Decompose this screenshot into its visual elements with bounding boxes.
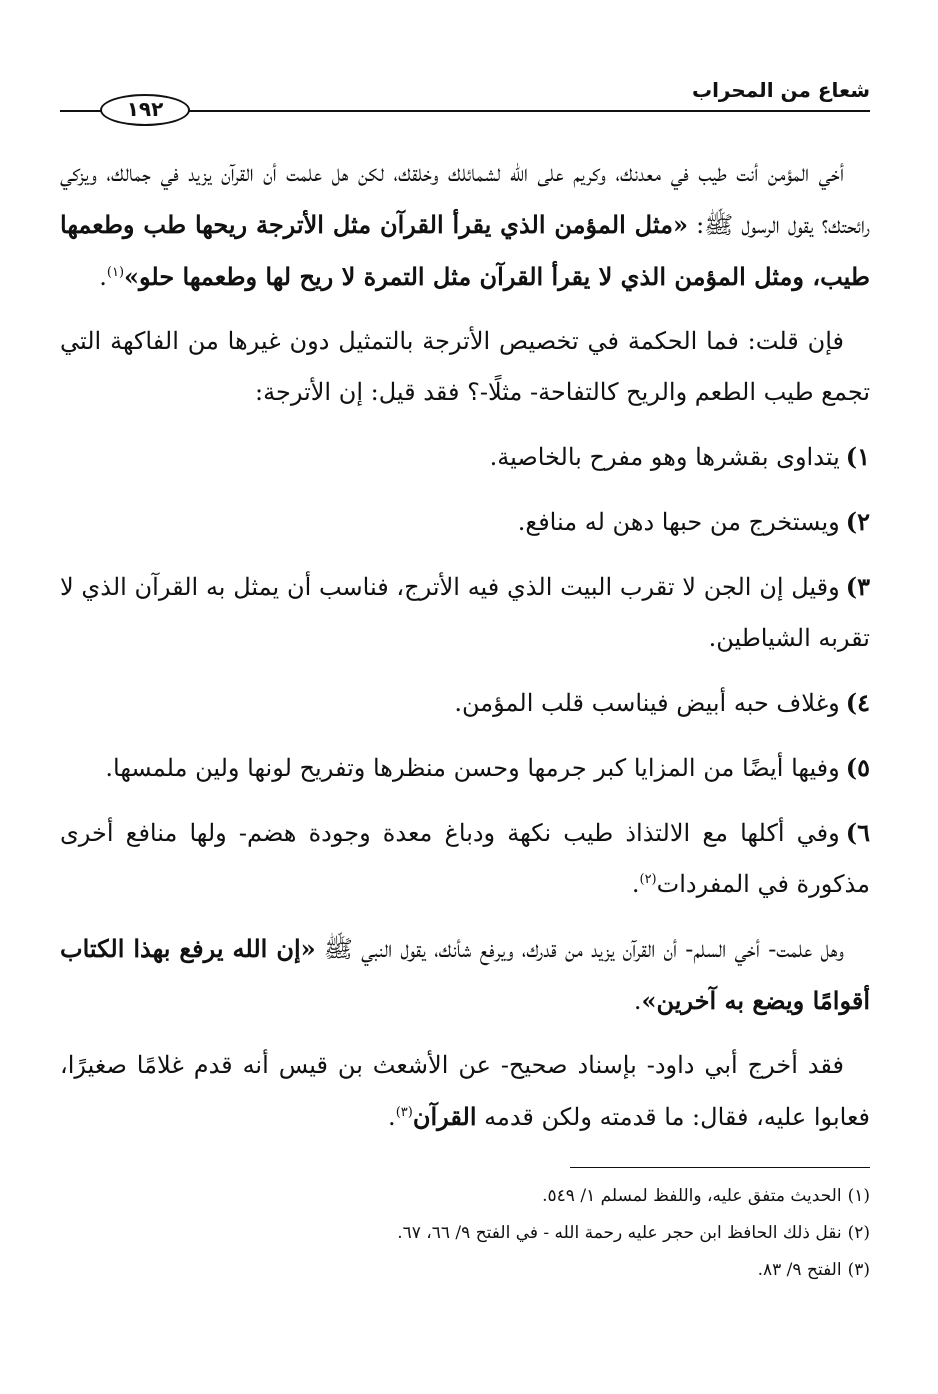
page-body (60, 148, 870, 1143)
list-end: . (631, 870, 640, 898)
footnote-3 (60, 1252, 870, 1289)
footnote-number: (٢) (847, 1223, 870, 1243)
running-title: شعاع من المحراب (691, 78, 870, 102)
list-item (60, 677, 870, 729)
list-item (60, 431, 870, 483)
paragraph-1 (60, 148, 870, 303)
footnote-text: الفتح ٩/ ٨٣. (757, 1260, 842, 1280)
list-text: وفي أكلها مع الالتذاذ طيب نكهة ودباغ معدة وجودة هضم- ولها منافع أخرى مذكورة في المفردات (60, 819, 870, 898)
list-text: وغلاف حبه أبيض فيناسب قلب المؤمن. (454, 689, 840, 717)
hadith-quote: «إن الله يرفع بهذا الكتاب أقوامًا ويضع به آخرين» (60, 934, 870, 1015)
footnote-text: نقل ذلك الحافظ ابن حجر عليه رحمة الله - في الفتح ٩/ ٦٦، ٦٧. (397, 1223, 842, 1243)
footnote-1 (60, 1178, 870, 1215)
list-number: ٦) (845, 818, 870, 847)
list-item (60, 807, 870, 910)
list-item (60, 742, 870, 794)
footnote-2 (60, 1215, 870, 1252)
footnote-ref-3: (٣) (395, 1105, 413, 1120)
footnote-separator (570, 1167, 870, 1168)
paragraph-3 (60, 923, 870, 1027)
footnotes (60, 1178, 870, 1289)
paragraph-end: . (633, 987, 642, 1015)
list-number: ٢) (845, 507, 870, 536)
paragraph-end: . (99, 263, 107, 291)
list-number: ١) (845, 442, 870, 471)
footnote-number: (١) (847, 1186, 870, 1206)
list-text: ويستخرج من حبها دهن له منافع. (517, 508, 840, 536)
list-text: وفيها أيضًا من المزايا كبر جرمها وحسن منظرها وتفريح لونها ولين ملمسها. (105, 754, 840, 782)
paragraph-4 (60, 1040, 870, 1143)
paragraph-text: وهل علمت- أخي السلم- أن القرآن يزيد من قدرك، ويرفع شأنك، يقول النبي ﷺ (315, 935, 844, 963)
footnote-ref-1: (١) (106, 265, 125, 280)
list-text: يتداوى بقشرها وهو مفرح بالخاصية. (489, 443, 840, 471)
paragraph-end: . (388, 1103, 396, 1131)
page-number: ١٩٢ (100, 94, 190, 126)
footnote-ref-2: (٢) (639, 872, 657, 887)
list-item (60, 561, 870, 664)
list-number: ٣) (845, 572, 870, 601)
paragraph-text: فقد أخرج أبي داود- بإسناد صحيح- عن الأشعث بن قيس أنه قدم غلامًا صغيرًا، فعابوا عليه، فقال: ما قدمته ولكن قدمه (60, 1051, 870, 1131)
hadith-quote: «مثل المؤمن الذي يقرأ القرآن مثل الأترجة ريحها طب وطعمها طيب، ومثل المؤمن الذي لا يقرأ القرآن مثل التمرة لا ريح لها وطعمها حلو» (60, 210, 870, 291)
paragraph-2: فإن قلت: فما الحكمة في تخصيص الأترجة بالتمثيل دون غيرها من الفاكهة التي تجمع طيب الطعم والريح كالتفاحة- مثلًا-؟ فقد قيل: إن الأترجة: (60, 327, 870, 406)
list-item (60, 496, 870, 548)
list-number: ٤) (845, 688, 870, 717)
footnote-text: الحديث متفق عليه، واللفظ لمسلم ١/ ٥٤٩. (542, 1186, 842, 1206)
book-page (60, 60, 870, 1289)
list-number: ٥) (845, 753, 870, 782)
list-text: وقيل إن الجن لا تقرب البيت الذي فيه الأترج، فناسب أن يمثل به القرآن الذي لا تقربه الشياطين. (60, 573, 870, 652)
paragraph-text: أخي المؤمن أنت طيب في معدنك، وكريم على الله لشمائلك وخلقك، لكن هل علمت أن القرآن يزيد في جمالك، ويزكي رائحتك؟ يقول الرسول ﷺ: (60, 159, 870, 239)
page-header (60, 60, 870, 120)
emphasis-word: القرآن (412, 1102, 477, 1131)
footnote-number: (٣) (847, 1260, 870, 1280)
